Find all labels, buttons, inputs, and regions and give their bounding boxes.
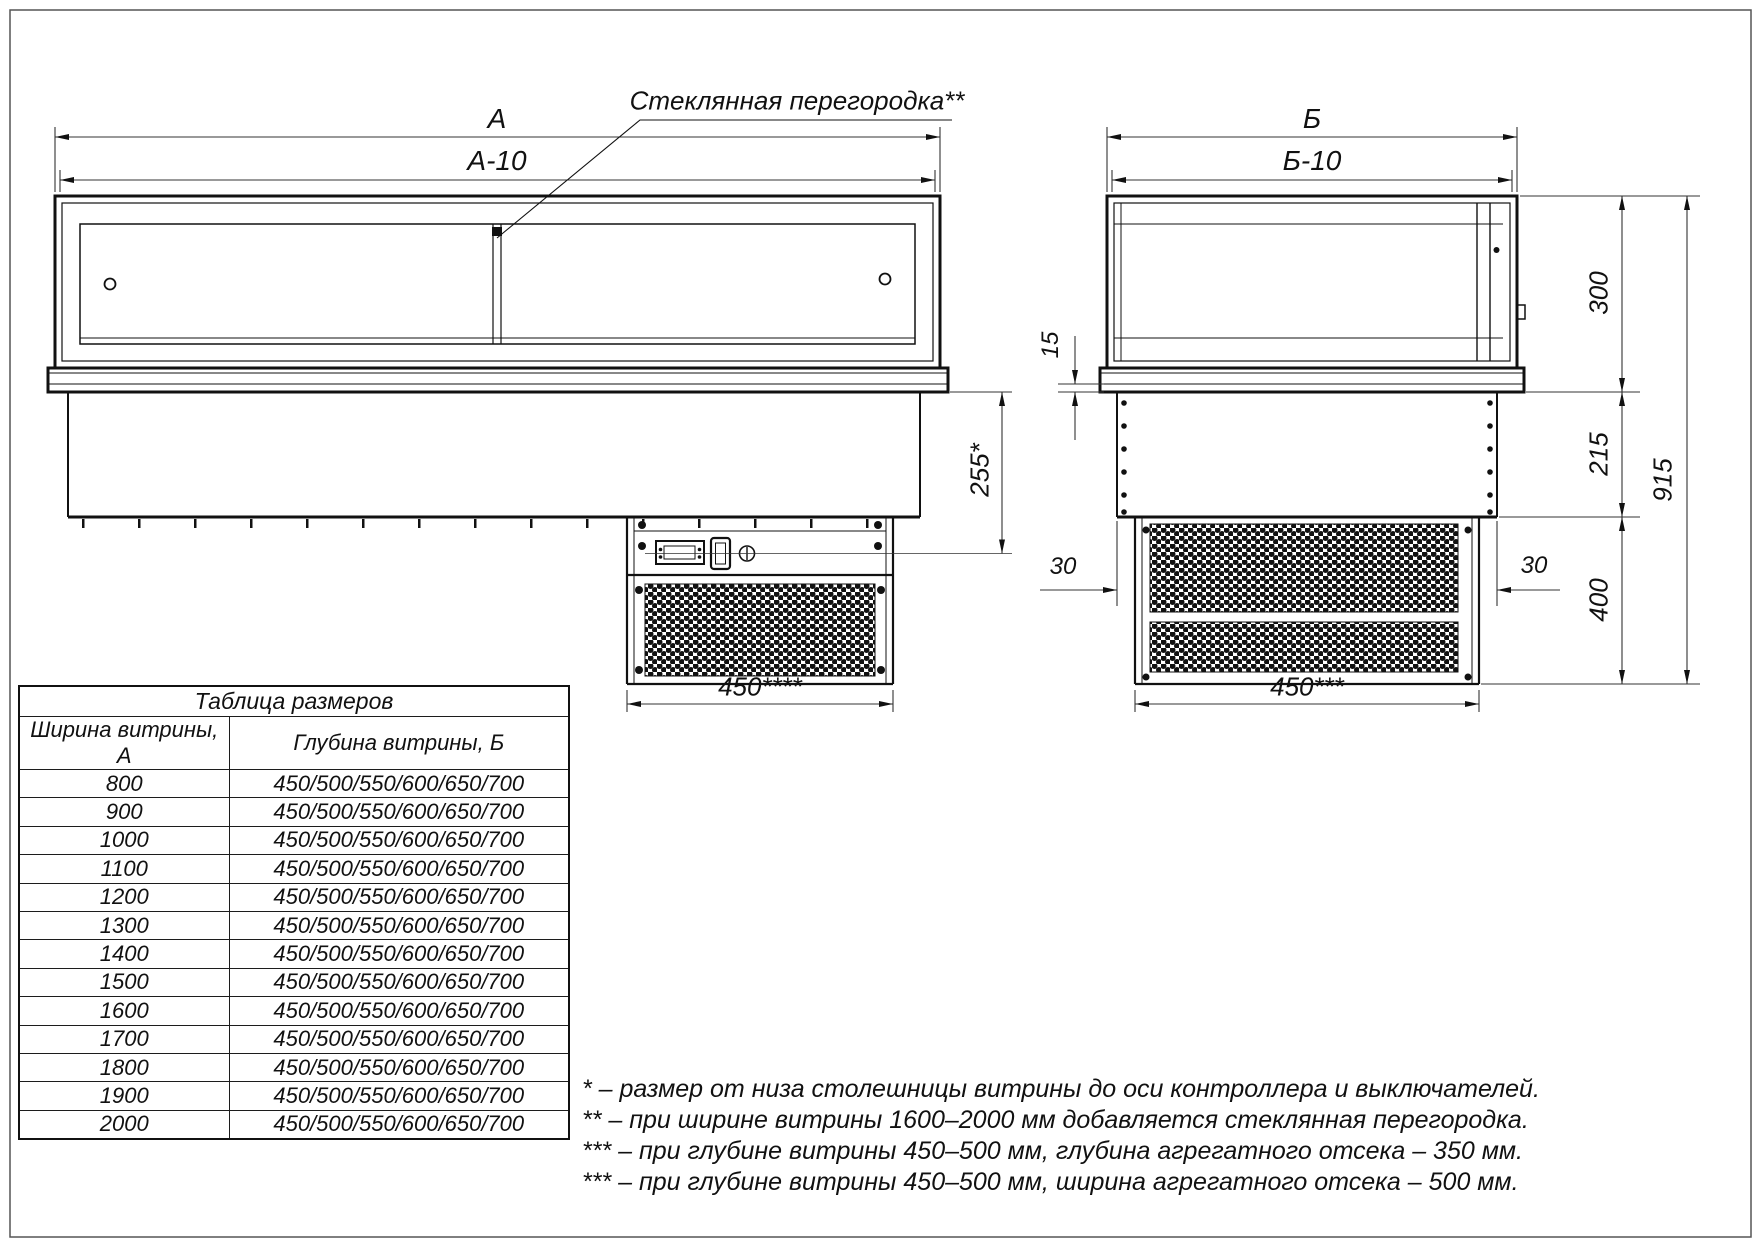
cell-width: 1000: [19, 826, 229, 854]
cell-depth: 450/500/550/600/650/700: [229, 798, 569, 826]
cell-depth: 450/500/550/600/650/700: [229, 826, 569, 854]
table-title-row: [19, 686, 569, 717]
table-row: [19, 770, 569, 798]
cell-depth: 450/500/550/600/650/700: [229, 1053, 569, 1081]
dim-300-label: 300: [1583, 271, 1614, 315]
table-row: [19, 940, 569, 968]
partition-leader: [497, 120, 952, 238]
cell-depth: 450/500/550/600/650/700: [229, 911, 569, 939]
table-row: [19, 1025, 569, 1053]
table-row: [19, 1053, 569, 1081]
dim-915-label: 915: [1647, 458, 1678, 502]
table-row: [19, 798, 569, 826]
cell-depth: 450/500/550/600/650/700: [229, 1025, 569, 1053]
table-header-row: [19, 717, 569, 770]
dim-400-label: 400: [1583, 578, 1614, 622]
cell-depth: 450/500/550/600/650/700: [229, 1110, 569, 1139]
dim-b10-label: Б-10: [1282, 145, 1342, 176]
table-row: [19, 911, 569, 939]
dim-450-side-label: 450***: [1270, 671, 1344, 702]
dim-30-right-label: 30: [1520, 552, 1548, 579]
footnote: * – размер от низа столешницы витрины до оси контроллера и выключателей.: [582, 1075, 1540, 1103]
size-table: [18, 685, 570, 1140]
glass-partition: [492, 224, 502, 344]
cell-depth: 450/500/550/600/650/700: [229, 883, 569, 911]
cell-width: 1700: [19, 1025, 229, 1053]
dim-a-label: А: [487, 103, 507, 134]
cell-depth: 450/500/550/600/650/700: [229, 1082, 569, 1110]
dim-255-label: 255*: [964, 443, 995, 497]
rivets: [1121, 400, 1493, 515]
table-row: [19, 855, 569, 883]
cell-width: 800: [19, 770, 229, 798]
col-depth-header: Глубина витрины, Б: [229, 717, 569, 770]
dim-15-label: 15: [1037, 331, 1064, 359]
cell-width: 1200: [19, 883, 229, 911]
front-view: [48, 196, 948, 684]
table-row: [19, 826, 569, 854]
table-row: [19, 883, 569, 911]
ventilation-grille-side-lower: [1150, 622, 1458, 672]
footnote: ** – при ширине витрины 1600–2000 мм добавляется стеклянная перегородка.: [582, 1106, 1529, 1134]
cell-width: 900: [19, 798, 229, 826]
dim-215-label: 215: [1583, 432, 1614, 476]
table-row: [19, 997, 569, 1025]
cell-width: 1800: [19, 1053, 229, 1081]
cell-width: 1500: [19, 968, 229, 996]
dim-b-label: Б: [1302, 103, 1322, 134]
cell-width: 1900: [19, 1082, 229, 1110]
table-row: [19, 1082, 569, 1110]
ventilation-grille-side-upper: [1150, 524, 1458, 612]
ventilation-grille-front: [645, 584, 875, 676]
controller-display: [656, 541, 704, 564]
machine-compartment-front: [627, 517, 893, 684]
cell-depth: 450/500/550/600/650/700: [229, 855, 569, 883]
door-handle-right: [880, 274, 891, 285]
table-body: [19, 770, 569, 1140]
cell-width: 1400: [19, 940, 229, 968]
side-view: [1100, 196, 1525, 684]
cell-width: 1600: [19, 997, 229, 1025]
machine-compartment-side: [1135, 517, 1479, 684]
table-row: [19, 1110, 569, 1139]
table-row: [19, 968, 569, 996]
cell-depth: 450/500/550/600/650/700: [229, 940, 569, 968]
cell-width: 2000: [19, 1110, 229, 1139]
dim-30-left-label: 30: [1049, 553, 1077, 580]
partition-label: Стеклянная перегородка**: [629, 85, 965, 116]
footnote: *** – при глубине витрины 450–500 мм, ширина агрегатного отсека – 500 мм.: [582, 1168, 1519, 1196]
footnotes: [582, 1074, 1540, 1198]
table-title: Таблица размеров: [19, 686, 569, 717]
cell-depth: 450/500/550/600/650/700: [229, 968, 569, 996]
col-width-header: Ширина витрины, А: [19, 717, 229, 770]
cell-depth: 450/500/550/600/650/700: [229, 770, 569, 798]
cell-depth: 450/500/550/600/650/700: [229, 997, 569, 1025]
dim-450-front-label: 450****: [718, 671, 802, 702]
dim-a10-label: А-10: [467, 145, 527, 176]
door-handle-left: [105, 279, 116, 290]
footnote: *** – при глубине витрины 450–500 мм, глубина агрегатного отсека – 350 мм.: [582, 1137, 1523, 1165]
cell-width: 1100: [19, 855, 229, 883]
cell-width: 1300: [19, 911, 229, 939]
